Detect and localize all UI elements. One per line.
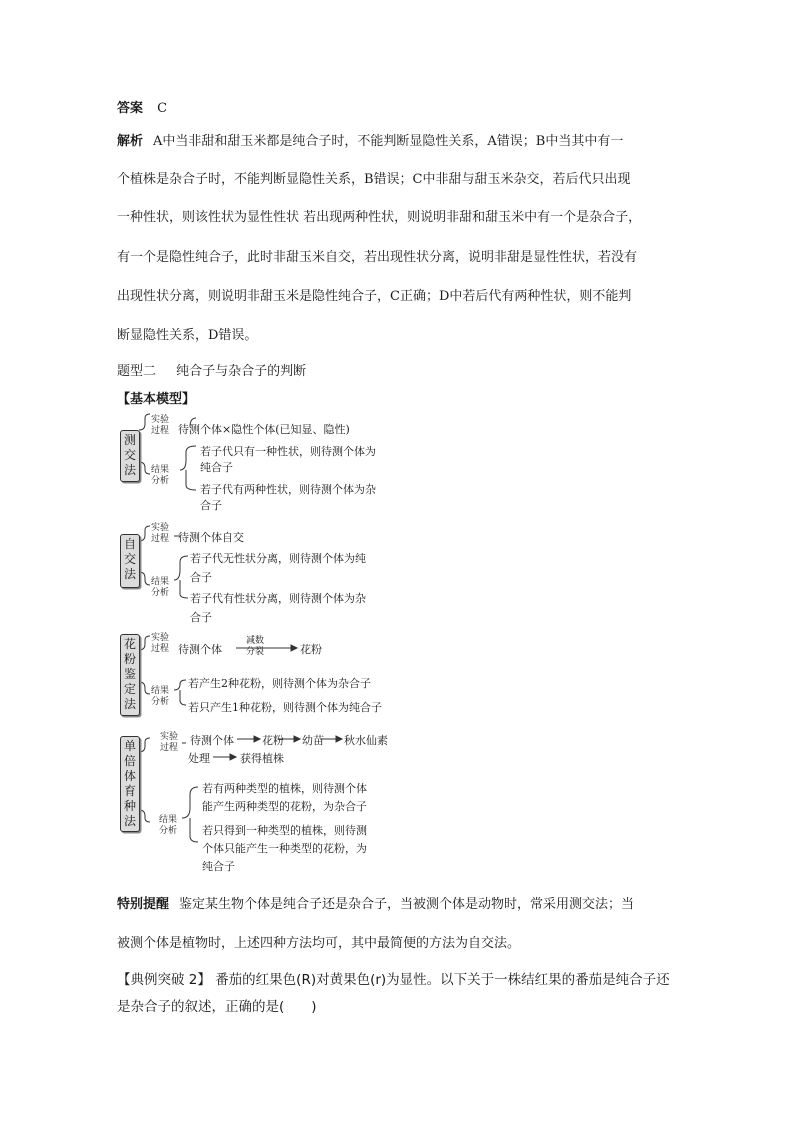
analysis-line-4: 有一个是隐性纯合子，此时非甜玉米自交，若出现性状分离，说明非甜是显性性状，若没有 <box>117 250 638 265</box>
analysis-line-3: 一种性状，则该性状为显性性状 若出现两种性状，则说明非甜和甜玉米中有一个是杂合子， <box>117 210 642 225</box>
section-title <box>117 360 306 379</box>
method-4-result-1: 若有两种类型的植株，则待测个体 能产生两种类型的花粉，为杂合子 <box>202 782 367 813</box>
analysis-line-5: 出现性状分离，则说明非甜玉米是隐性纯合子，C正确；D中若后代有两种性状，则不能判 <box>117 289 632 304</box>
method-1-process: 待测个体×隐性个体(已知显、隐性) <box>178 423 350 436</box>
method-4-result-label: 结果 分析 <box>159 815 178 836</box>
analysis-line-2: 个植株是杂合子时，不能判断显隐性关系，B错误；C中非甜与甜玉米杂交，若后代只出现 <box>117 172 631 187</box>
analysis-line-6: 断显隐性关系，D错误。 <box>117 328 258 343</box>
method-4-step-3: 幼苗 <box>302 734 324 747</box>
method-4-step-2: 花粉 <box>262 734 284 747</box>
method-3-result-2: 若只产生1种花粉，则待测个体为纯合子 <box>188 701 382 714</box>
method-1-result-2: 若子代有两种性状，则待测个体为杂 合子 <box>200 483 376 512</box>
analysis-line-1: 解析 A中当非甜和甜玉米都是纯合子时，不能判断显隐性关系，A错误；B中当其中有一 <box>117 134 624 149</box>
method-haploid-box: 单 倍 体 育 种 法 <box>120 736 140 832</box>
section-text: 纯合子与杂合子的判断 <box>176 364 307 379</box>
method-2-result-label: 结果 分析 <box>151 577 170 598</box>
typical-example-label: 【典例突破 2】 <box>117 972 211 988</box>
method-test-cross-box: 测 交 法 <box>120 430 140 482</box>
method-2-process: 待测个体自交 <box>178 531 244 544</box>
method-pollen-box: 花 粉 鉴 定 法 <box>120 634 140 716</box>
method-2-process-label: 实验 过程 <box>151 523 170 544</box>
method-1-result-label: 结果 分析 <box>151 465 170 486</box>
basic-model-title: 【基本模型】 <box>117 392 196 407</box>
method-2-result-2: 若子代有性状分离，则待测个体为杂 合子 <box>190 592 366 624</box>
special-note-line-2: 被测个体是植物时，上述四种方法均可，其中最简便的方法为自交法。 <box>117 936 521 951</box>
answer-label: 答案 <box>117 101 144 116</box>
method-4-step-4: 秋水仙素 <box>344 734 388 747</box>
method-3-result-label: 结果 分析 <box>151 686 170 707</box>
answer-value: C <box>157 101 168 116</box>
method-4-line2-end: 获得植株 <box>240 752 284 765</box>
section-number: 题型二 <box>117 364 157 379</box>
method-3-process-label: 实验 过程 <box>151 633 170 654</box>
method-4-step-1: 待测个体 <box>190 734 234 747</box>
special-note-label: 特别提醒 <box>117 897 170 912</box>
method-3-process-end: 花粉 <box>300 643 322 656</box>
method-1-process-label: 实验 过程 <box>151 415 170 436</box>
method-2-result-1: 若子代无性状分离，则待测个体为纯 合子 <box>190 552 366 584</box>
method-4-line2-start: 处理 <box>188 752 210 765</box>
method-3-result-1: 若产生2种花粉，则待测个体为杂合子 <box>188 677 371 690</box>
special-note-line-1: 特别提醒 鉴定某生物个体是纯合子还是杂合子，当被测个体是动物时，常采用测交法；当 <box>117 897 635 912</box>
analysis-label: 解析 <box>117 134 144 149</box>
method-4-result-2: 若只得到一种类型的植株，则待测 个体只能产生一种类型的花粉，为 纯合子 <box>202 824 367 873</box>
method-self-cross-box: 自 交 法 <box>120 534 140 588</box>
typical-example-line-2: 是杂合子的叙述，正确的是( ) <box>117 999 317 1015</box>
answer-line <box>117 97 167 116</box>
method-3-arrow-label: 减数 分裂 <box>246 636 265 657</box>
method-4-process-label: 实验 过程 <box>160 732 179 753</box>
method-1-result-1: 若子代只有一种性状，则待测个体为 纯合子 <box>200 445 376 474</box>
method-3-process-start: 待测个体 <box>178 643 222 656</box>
typical-example: 【典例突破 2】 番茄的红果色(R)对黄果色(r)为显性。以下关于一株结红果的番茄是纯合子还 <box>117 972 670 988</box>
